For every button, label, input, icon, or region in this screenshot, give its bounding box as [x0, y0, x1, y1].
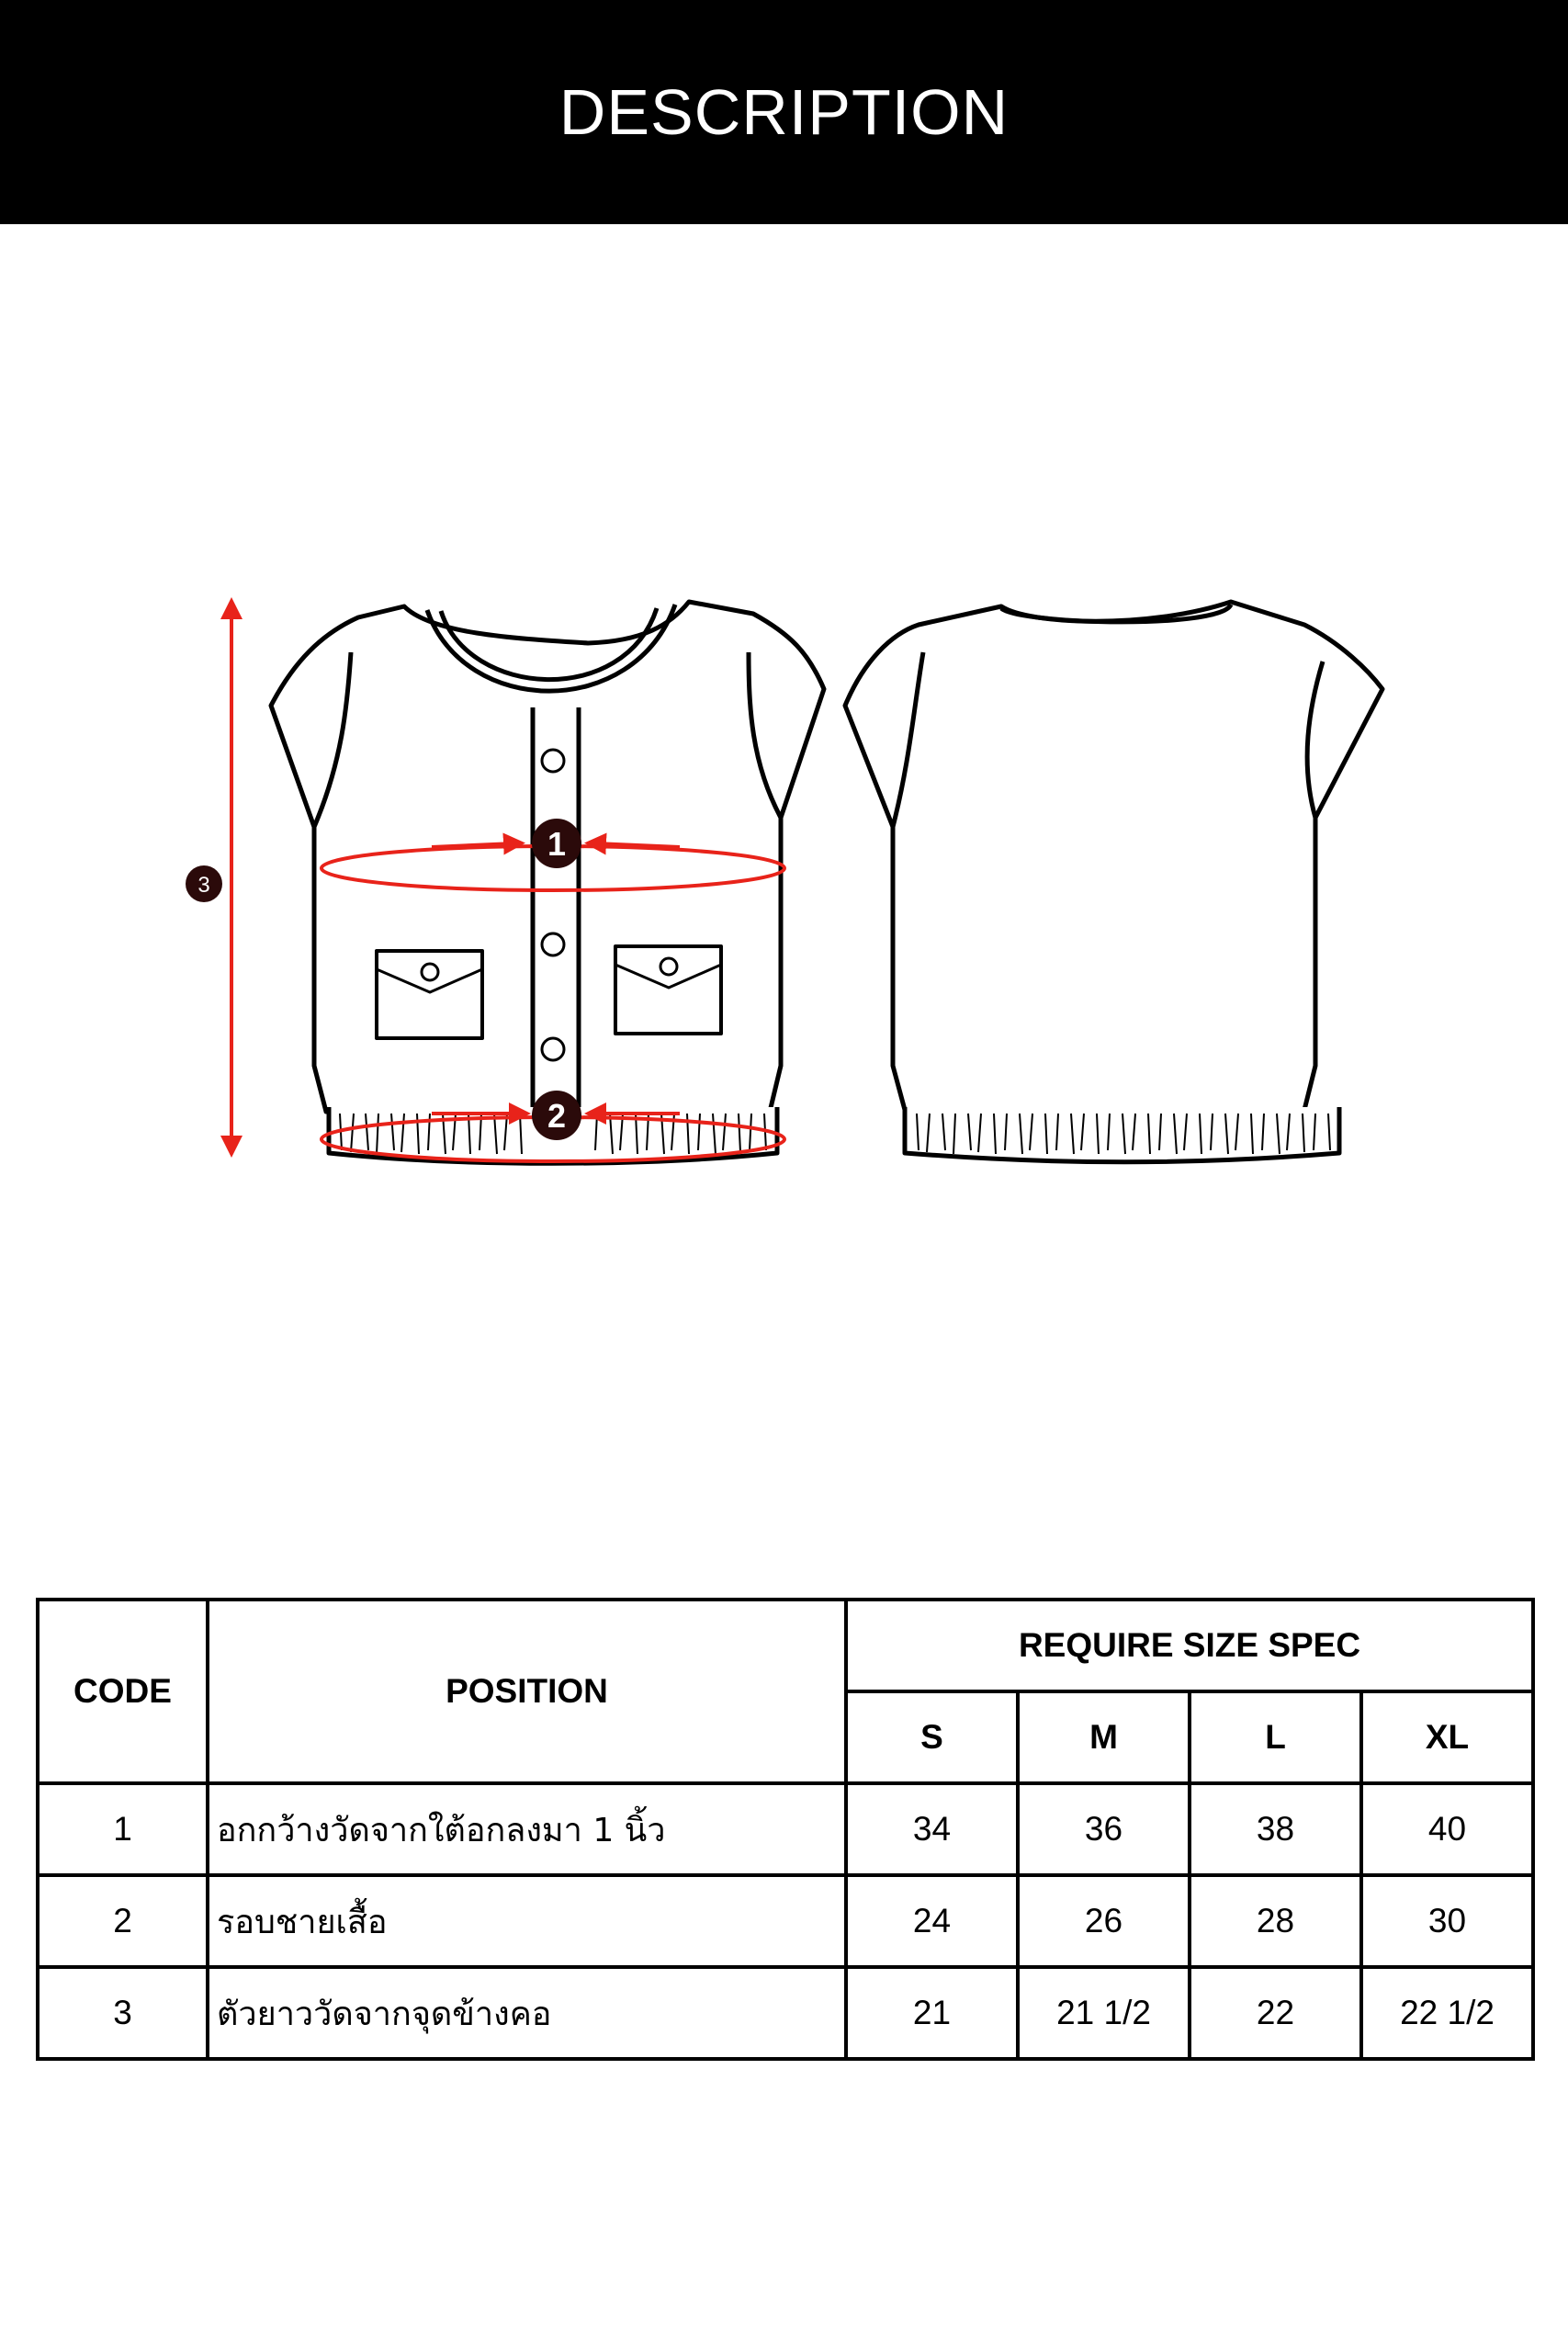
row-value-m: 21 1/2 — [1018, 1967, 1190, 2059]
row-value-xl: 22 1/2 — [1361, 1967, 1533, 2059]
header-banner — [0, 0, 1568, 224]
row-code: 3 — [38, 1967, 208, 2059]
size-header-l: L — [1190, 1691, 1361, 1783]
row-value-l: 28 — [1190, 1875, 1361, 1967]
marker-3-label: 3 — [197, 873, 210, 898]
row-code: 1 — [38, 1783, 208, 1875]
size-header-xl: XL — [1361, 1691, 1533, 1783]
row-position: ตัวยาววัดจากจุดข้างคอ — [208, 1967, 846, 2059]
table-row — [38, 1967, 1533, 2059]
page-title: DESCRIPTION — [558, 76, 1010, 148]
marker-3 — [186, 865, 222, 902]
table-row — [38, 1875, 1533, 1967]
row-value-l: 22 — [1190, 1967, 1361, 2059]
size-spec-table — [36, 1598, 1535, 2061]
marker-1 — [532, 819, 581, 868]
row-value-m: 26 — [1018, 1875, 1190, 1967]
row-position: รอบชายเสื้อ — [208, 1875, 846, 1967]
row-value-xl: 30 — [1361, 1875, 1533, 1967]
marker-2 — [532, 1091, 581, 1140]
row-value-l: 38 — [1190, 1783, 1361, 1875]
marker-1-label: 1 — [547, 825, 567, 863]
row-value-s: 21 — [846, 1967, 1018, 2059]
code-header: CODE — [38, 1600, 208, 1783]
row-code: 2 — [38, 1875, 208, 1967]
marker-2-label: 2 — [547, 1097, 567, 1135]
row-value-s: 34 — [846, 1783, 1018, 1875]
row-value-xl: 40 — [1361, 1783, 1533, 1875]
back-view — [845, 602, 1382, 1162]
table-row — [38, 1783, 1533, 1875]
position-header: POSITION — [208, 1600, 846, 1783]
row-value-s: 24 — [846, 1875, 1018, 1967]
size-spec-group-header: REQUIRE SIZE SPEC — [846, 1600, 1533, 1691]
size-header-m: M — [1018, 1691, 1190, 1783]
size-header-s: S — [846, 1691, 1018, 1783]
row-position: อกกว้างวัดจากใต้อกลงมา 1 นิ้ว — [208, 1783, 846, 1875]
row-value-m: 36 — [1018, 1783, 1190, 1875]
garment-diagram — [0, 551, 1568, 1213]
